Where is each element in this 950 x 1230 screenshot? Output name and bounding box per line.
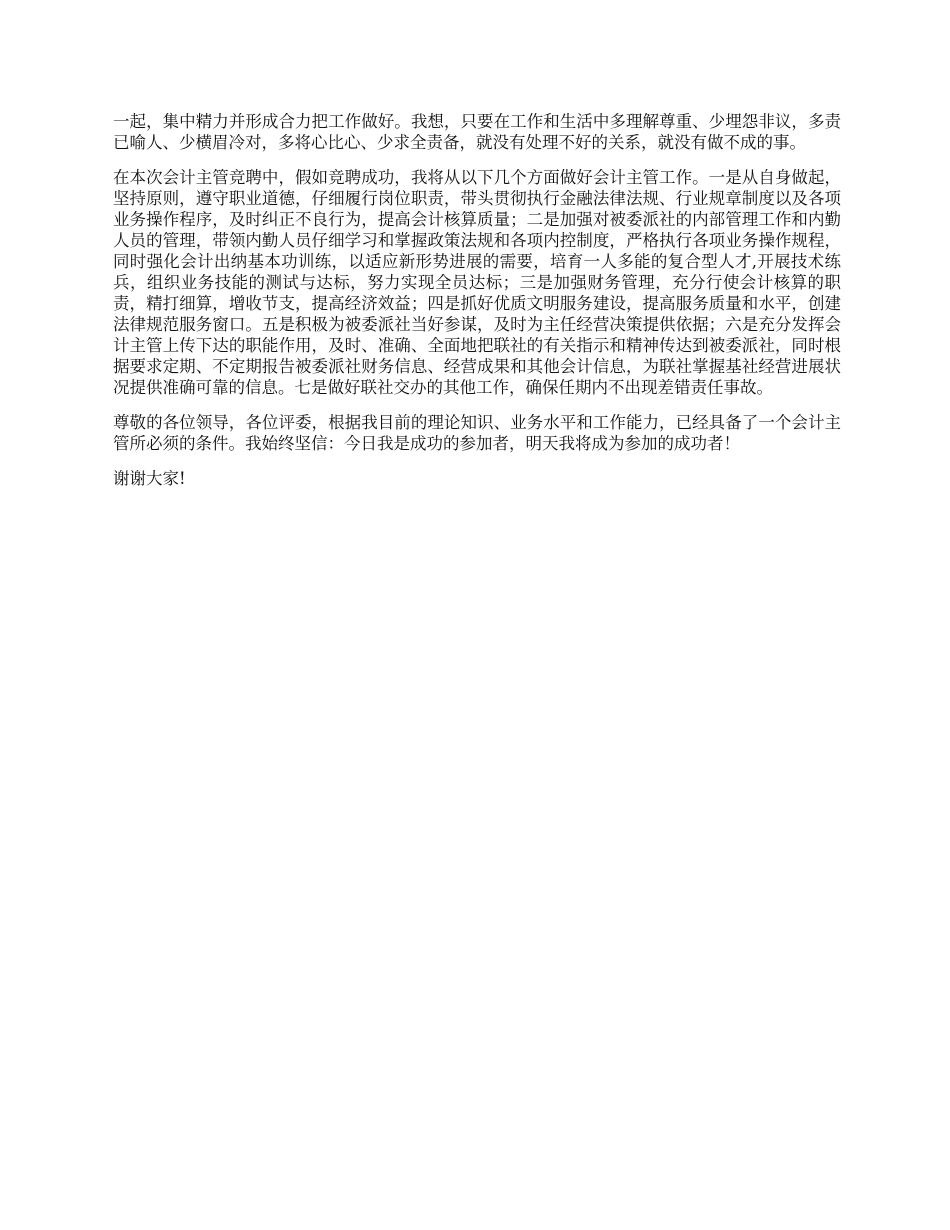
paragraph-work-plan: 在本次会计主管竞聘中，假如竞聘成功，我将从以下几个方面做好会计主管工作。一是从自身做起，坚持原则，遵守职业道德，仔细履行岗位职责，带头贯彻执行金融法律法规、行业规章制度以及各项业务操作程序，及时纠正不良行为，提高会计核算质量；二是加强对被委派社的内部管理工作和内勤人员的管理，带领内勤人员仔细学习和掌握政策法规和各项内控制度，严格执行各项业务操作规程，同时强化会计出纳基本功训练，以适应新形势进展的需要，培育一人多能的复合型人才,开展技术练兵，组织业务技能的测试与达标，努力实现全员达标；三是加强财务管理，充分行使会计核算的职责，精打细算，增收节支，提高经济效益；四是抓好优质文明服务建设，提高服务质量和水平，创建法律规范服务窗口。五是积极为被委派社当好参谋，及时为主任经营决策提供依据；六是充分发挥会计主管上传下达的职能作用，及时、准确、全面地把联社的有关指示和精神传达到被委派社，同时根据要求定期、不定期报告被委派社财务信息、经营成果和其他会计信息，为联社掌握基社经营进展状况提供准确可靠的信息。七是做好联社交办的其他工作，确保任期内不出现差错责任事故。 — [113, 168, 841, 397]
paragraph-closing-remarks: 一起，集中精力并形成合力把工作做好。我想，只要在工作和生活中多理解尊重、少埋怨非议，多责已喻人、少横眉冷对，多将心比心、少求全责备，就没有处理不好的关系，就没有做不成的事。 — [113, 112, 841, 152]
document-body — [113, 111, 841, 489]
paragraph-qualification: 尊敬的各位领导，各位评委，根据我目前的理论知识、业务水平和工作能力，已经具备了一个会计主管所必须的条件。我始终坚信：今日我是成功的参加者，明天我将成为参加的成功者！ — [113, 413, 841, 453]
paragraph-thanks: 谢谢大家! — [113, 469, 186, 488]
